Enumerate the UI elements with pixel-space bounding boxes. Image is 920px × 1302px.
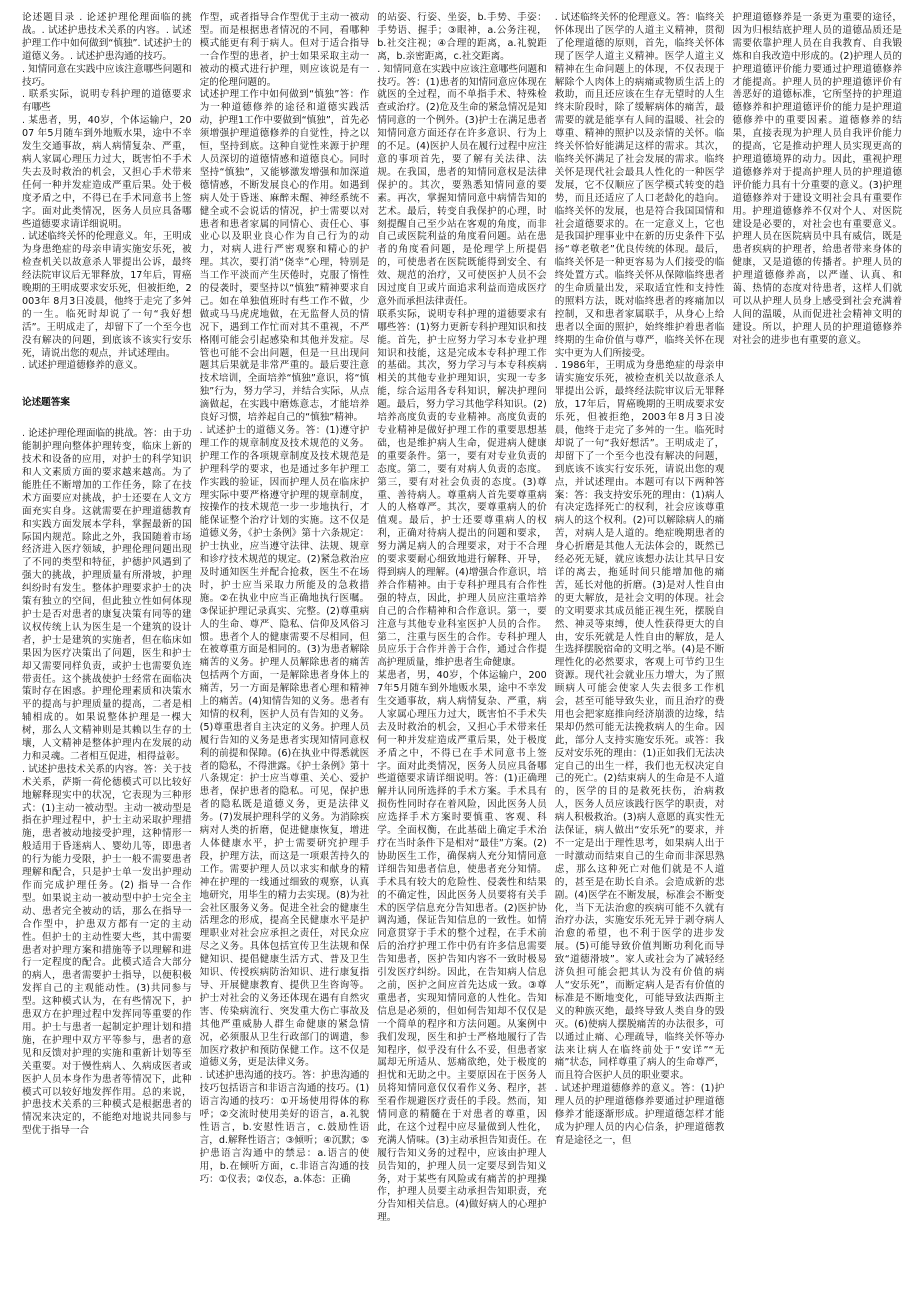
paragraph: . 某患者，男，40岁，个体运输户，2007 年5月随车到外地贩水果，途中不幸发生交通事故，病人病情复杂、严重，病人家属心理压力过大，既害怕不手术失去及时救治的机会，又担心手术带来任何一种并发症造成严重后果。处于极度矛盾之中，不得已在手术同意书上签字。面对此类情况，医务人员应具备哪些道德要求请详细说明。 xyxy=(22,115,192,230)
text-column-3 xyxy=(377,12,547,1292)
paragraph: . 论述护理伦理面临的挑战。答：由于功能制护理向整体护理转变，临床上新的技术和设备的应用，对护士的科学知识和人文素质方面的要求越来越高。为了能胜任不断增加的工作任务，除了在技术方面要应对挑战，护士还要在人文方面充实自身。这就需要在护理道德教育和实践方面发展本学科，掌握最新的国际国内规范。除此之外，我国随着市场经济进入医疗领域，护理伦理问题出现了不同的类型和特征，护德护风遇到了强大的挑战，护理质量有所滑坡，护理纠纷时有发生。整体护理要求护士的决策有独立的空间，但此独立性如何体现护士是否对患者的康复决策有同等的建议权传统上认为医生是一个建筑的设计者，护士是建筑的实施者，但在临床如果因为医疗决策出了问题，医生和护士却又需要同样负责，或护士也需要负连带责任。这个挑战使护士经常在面临决策时存在困惑。护理伦理素质和决策水平的提高与护理质量的提高，二者是相辅相成的。如果说整体护理是一棵大树，那么人文精神则是其赖以生存的土壤，人文精神是整体护理内在发展的动力和灵魂。二者相互促进，相得益彰。 xyxy=(22,428,192,762)
paragraph: . 知情同意在实践中应该注意哪些问题和技巧。答：(1)患者的知情同意应体现在就医的全过程，而不单指手术、特殊检查或治疗。(2)危及生命的紧急情况是知情同意的一个例外。(3)护士在满足患者知情同意方面还存在许多意识、行为上的不足。(4)医护人员在履行过程中应注意的事项首先，要了解有关法律、法规。在我国，患者的知情同意权是法律保护的。其次，要熟悉知情同意的要素。再次，掌握知情同意中病情告知的艺术。最后，转变自我保护的心理，时刻提醒自己至少站在客观的角度，而非自己或医院利益的角度看问题。站在患者的角度看问题，是伦理学上所提倡的，可使患者在医院既能得到安全、有效、规范的治疗，又可使医护人员不会因过度自卫或片面追求利益而造成医疗意外而承担法律责任。 xyxy=(377,63,547,307)
text-column-4 xyxy=(555,12,725,1292)
paragraph: . 试述护理道德修养的意义。答：(1)护理人员的护理道德修养要通过护理道德修养才能逐渐形成。护理道德怎样才能成为护理人员的内心信条，护理道德教育是途径之一，但 xyxy=(554,1083,725,1146)
paragraph: 护理道德修养是一条更为重要的途径，因为归根结底护理人员的道德品质还是需要依靠护理人员在自我教育、自我锻炼和自我改造中形成的。(2)护理人员的护理道德评价能力要通过护理道德修养才能提高。护理人员的护理道德评价有善恶好的道德标准，它所坚持的护理道德修养和护理道德评价的能力是护理道德修养中的重要因素。道德修养的结果，直接表现为护理人员自我评价能力的提高，它是推动护理人员实现更高的护理道德境界的动力。因此，重视护理道德修养对于提高护理人员的护理道德评价能力具有十分重要的意义。(3)护理道德修养对于建设文明社会具有重要作用。护理道德修养不仅对个人、对医院建设是必要的，对社会也有重要意义。护理人员在医院病员中具有威信，既是患者疾病的护理者，给患者带来身体的健康，又是道德的传播者。护理人员的护理道德修养高，以严谨、认真、和蔼、热情的态度对待患者，这样人们就可以从护理人员身上感受到社会充满着人间的温暖，从而促进社会精神文明的建设。所以，护理人员的护理道德修养对社会的进步也有重要的意义。 xyxy=(732,12,902,346)
section-heading: 论述题答案 xyxy=(22,397,70,409)
document-page xyxy=(22,12,902,1292)
text-column-5 xyxy=(732,12,902,1292)
paragraph: . 试述护患沟通的技巧。答：护患沟通的技巧包括语言和非语言沟通的技巧。(1)语言沟通的技巧：①开场使用得体的称呼；②交流时使用美好的语言，a.礼貌性语言，b.安慰性语言，c.鼓励性语言，d.解释性语言；③倾听；④沉默；⑤护患语言沟通中的禁忌：a.语言的使用，b.在倾听方面，c.非语言沟通的技巧：①仪表；②仪态，a.体态：正确 xyxy=(199,1070,370,1185)
paragraph: 作型，或者指导合作型优于主动一被动型。而是根据患者情况的不同，看哪种模式能更有利于病人。但对于适合指导一合作型的患者，护士如果采取主动一被动的模式进行护理，则应该说是有一定的伦理问题的。 xyxy=(199,12,370,88)
paragraph: . 试述临终关怀的伦理意义。答：临终关怀体现出了医学的人道主义精神，贯彻了伦理道德的原则，首先，临终关怀体现了医学人道主义精神。医学人道主义精神在生命问题上的体现，不仅表现于解除个人肉体上的病痛或物质生活上的救助，而且还应该在生存无望时的人生终末阶段时，除了缓解病体的痛苦，最需要的就是能享有人间的温暖、社会的尊重、精神的照护以及亲情的关怀。临终关怀恰好能满足这样的需求。其次，临终关怀满足了社会发展的需求。临终关怀是现代社会最具人性化的一种医学发展，它不仅顺应了医学模式转变的趋势，而且还适应了人口老龄化的趋向。临终关怀的发展，也是符合我国国情和社会道德要求的。在一定意义上，它也是我国护理事业中在新的历史条件下弘扬“尊老敬老”优良传统的体现。最后，临终关怀是一种更容易为人们接受的临终处置方式。临终关怀从保障临终患者的生命质量出发，采取适宜性和支持性的照料方法，既对临终患者的疼痛加以控制，又和患者家属联手，从身心上给患者以全面的照护，始终维护着患者临终期的生命价值与尊严，临终关怀在现实中更为人们所接受。 xyxy=(554,12,725,359)
paragraph: . 1986年，王明成为身患绝症的母亲申请实施安乐死，被检查机关以故意杀人罪提出公诉，最终经法院审议后无罪释放，17年后，胃癌晚期的王明成要求安乐死，但被拒绝，2003年8月3日凌晨，他终于走完了多舛的一生。临死时却说了一句“我好想活”。王明成走了，却留下了一个至今也没有解决的问题，到底该不该实行安乐死，请说出您的观点，并试述理由。本题可有以下两种答案：答：我支持安乐死的理由：(1)病人有决定选择死亡的权利，社会应该尊重病人的这个权利。(2)可以解除病人的痛苦，对病人是人道的。绝症晚期患者的身心折磨是其他人无法体会的，既然已经必死无疑，就应该想办法让其早日安详的离去，拖延时间只能增加他的痛苦，延长对他的折磨。(3)是对人性自由的更大解放，是社会文明的体现。社会的文明要求其成员能正视生死，摆脱自然、神灵等束缚，使人性获得更大的自由，安乐死就是人性自由的解放，是人生选择摆脱宿命的文明之举。(4)是不断理性化的必然要求，客观上可节约卫生资源。现代社会就业压力增大，为了照顾病人可能会使家人失去很多工作机会，甚至可能导致失业，而且治疗的费用也会把家庭推向经济崩溃的边缘，结果却仍然可能无法挽救病人的生命。因此，部分人支持实施安乐死。或答：我反对安乐死的理由：(1)正如我们无法决定自己的出生一样，我们也无权决定自己的死亡。(2)结束病人的生命是不人道的，医学的目的是救死扶伤，治病救人，医务人员应该践行医学的职责，对病人积极救治。(3)病人意愿的真实性无法保证，病人做出“安乐死”的要求，并不一定是出于理性思考，如果病人出于一时激动而结束自己的生命而非深思熟虑，那么这种死亡对他们就是不人道的，甚至是在助长自杀。会造成新的悲剧。(4)医学在不断发展，标准会不断变化，当下无法治愈的疾病可能不久就有治疗办法，实施安乐死无异于剥夺病人治愈的希望，也不利于医学的进步发展。(5)可能导致价值判断功利化而导致“道德滑坡”。家人或社会为了减轻经济负担可能会把其认为没有价值的病人“安乐死”，而断定病人是否有价值的标准是不断地变化，可能导致法西斯主义的种族灭绝，最终导致人类自身的毁灭。(6)使病人摆脱痛苦的办法很多，可以通过止痛、心理疏导，临终关怀等办法来让病人在临终前处于“安详”“无痛”状态，同样尊重了病人的生命尊严，而且符合医护人员的职业要求。 xyxy=(554,360,725,1082)
text-column-1 xyxy=(22,12,192,1292)
paragraph: 联系实际，说明专科护理的道德要求有哪些答：(1)努力更新专科护理知识和技能。首先，护士应努力学习本专业护理知识和技能，这是完成本专科护理工作的基础。其次，努力学习与本专科疾病相关的其他专业护理知识，实现一专多能，综合运用各专科知识，解决护理问题。最后，努力学习其他学科知识。(2)培养高度负责的专业精神。高度负责的专业精神是做好护理工作的重要思想基础，也是维护病人生命，促进病人健康的重要条件。第一，要有对专业负责的态度。第二，要有对病人负责的态度。第三，要有对社会负责的态度。(3)尊重、善待病人。尊重病人首先要尊重病人的人格尊严。其次，要尊重病人的价值观。最后，护士还要尊重病人的权利，正确对待病人提出的问题和要求，努力满足病人的合理要求，对于不合理的要求要耐心细致地进行解释、开导，得到病人的理解。(4)增强合作意识，培养合作精神。由于专科护理具有合作性强的特点，因此，护理人员应注重培养自己的合作精神和合作意识。第一，要注意与其他专业科室医护人员的合作。第二，注重与医生的合作。专科护理人员应乐于合作并善于合作，通过合作提高护理质量，维护患者生命健康。 xyxy=(377,308,547,669)
paragraph: . 试述临终关怀的伦理意义。年，王明成为身患绝症的母亲申请实施安乐死，被检查机关以故意杀人罪提出公诉，最终经法院审议后无罪释放，17年后，胃癌晚期的王明成要求安乐死，但被拒绝，2003年 8月3日凌晨，他终于走完了多舛的一生。临死时却说了一句“我好想活”。王明成走了，却留下了一个至今也没有解决的问题，到底该不该实行安乐死，请说出您的观点，并试述理由。 xyxy=(22,231,192,359)
paragraph: 试述护理工作中如何做到“慎独”答：作为一种道德修养的途径和道德实践活动，护理1工作中要做到“慎独”，首先必须增强护理道德修养的自觉性，持之以恒，坚持到底。这种自觉性来源于护理人员深切的道德情感和道德良心。同时坚持“慎独”，又能够激发增强和加深道德情感，不断发展良心的作用。如遇到病人处于昏迷、麻醉未醒、神经系统不健全或不会说话的情况，护士需要以对患者和患者家属的同情心、责任心、事业心以及职业良心作为自己行为的动力，对病人进行严密观察和精心的护理。其次，要打消“侥幸”心理，特别是当工作平淡而产生厌倦时，克服了惰性的侵袭时，要坚持以“慎独”精神要求自己。如在单独值班时有些工作不做，少做或马马虎虎地做，在无监督人员的情况下，遇到工作忙而对其不重视，不严格刚可能会引起感染和其他并发症。尽管也可能不会出问题，但是一旦出现问题其后果就是非常严重的。最后要注意技术培训，全面培养“慎独”意识，将“慎独”行为，努力学习，并结合实际，从点滴做起，在实践中磨炼意志，才能培养良好习惯，培养起自己的“慎独”精神。 xyxy=(199,89,370,424)
text-column-2 xyxy=(200,12,370,1292)
paragraph: . 知情同意在实践中应该注意哪些问题和技巧。 xyxy=(22,63,192,88)
paragraph: . 联系实际，说明专科护理的道德要求 有哪些 xyxy=(22,89,192,114)
paragraph: . 试述护理道德修养的意义。 xyxy=(22,360,144,372)
paragraph: 某患者，男，40岁，个体运输户，2007年5月随车到外地贩水果，途中不幸发生交通事故，病人病情复杂、严重，病人家属心理压力过大，既害怕不手术失去及时救治的机会，又担心手术带来任何一种并发症造成严重后果，处于极度矛盾之中，不得已在手术同意书上签字。面对此类情况，医务人员应具备哪些道德要求请详细说明。答：(1)正确理解并认同所选择的手术方案。手术具有损伤性同时存在着风险，因此医务人员应选择手术方案时要慎重、客观、科学。全面权衡，在此基础上确定手术治疗在当时条件下是相对“最佳”方案。(2)协助医生工作，确保病人充分知情同意详细告知患者信息，使患者充分知情。手术具有较大的危险性、侵袭性和结果的不确定性，因此医务人员要将有关手术的医学信息充分告知患者。(2)医护协调沟通，保证告知信息的一致性。如情同意贯穿于手术的整个过程，在手术前后的治疗护理工作中仍有许多信息需要告知患者，医护告知内容不一致时极易引发医疗纠纷。因此，在告知病人信息之前，医护之间应首先达成一致。③尊重患者，实现知情同意的人性化。告知信息是必须的，但如何告知却不仅仅是一个简单的程序和方法问题。从案例中我们发现，医生和护士严格地履行了告知程序，似乎没有什么不妥，但患者家属却无所适从、惩痛欲绝，处于极度的担忧和无助之中。主要原因在于医务人员将知情同意仅仅看作义务、程序，甚至看作规避医疗责任的手段。然而，知情同意的精髓在于对患者的尊重，因此，在这个过程中应尽量做到人性化，充满人情味。(3)主动承担告知责任。在履行告知义务的过程中，应该由护理人员告知的，护理人员一定要尽到告知义务，对于某些有风险或有痛苦的护理操作，护理人员要主动承担告知职责，充分告知相关信息。(4)做好病人的心理护理。 xyxy=(377,670,547,1224)
paragraph: . 试述护士的道德义务。答：(1)遵守护理工作的规章制度及技术规范的义务。护理工作的各项规章制度及技术规范是护理科学的要求，也是通过多年护理工作实践的验证，因而护理人员在临床护理实际中要严格遵守护理的规章制度，按操作的技术规范一步一步地执行，才能保证整个治疗计划的实施。这不仅是道德义务，《护士条例》第十六条规定：护士执业，应当遵守法律、法规、规章和诊疗技术规范的规定。(2)紧急救治应及时通知医生并配合抢救，医生不在场时，护士应当采取力所能及的急救措施。②在执业中应当正确地执行医嘱。③保证护理记录真实、完整。(2)尊重病人的生命、尊严、隐私、信仰及风俗习惯。患者个人的健康需要不尽相同，但在被尊重方面是相同的。(3)为患者解除痛苦的义务。护理人员解除患者的痛苦包括两个方面，一是解除患者身体上的痛苦，另一方面是解除患者心理和精神上的痛苦。(4)知情告知的义务。患者有知情的权利，医护人员有告知的义务。(5)尊重患者自主决定的义务。护理人员履行告知的义务是患者实现知情同意权利的前提和保障。(6)在执业中得悉就医者的隐私，不得泄露。《护士条例》第十八条规定：护士应当尊重、关心、爱护患者，保护患者的隐私。可见，保护患者的隐私既是道德义务，更是法律义务。(7)发展护理科学的义务。为消除疾病对人类的折磨，促进健康恢复，增进人体健康水平，护士需要研究护理手段，护理方法，而这是一项艰苦持久的工作。需要护理人员以求实和献身的精神在护理的一线通过细致的观察，认真地研究，用毕生的精力去实现。(8)为社会社区服务义务。促进全社会的健康生活理念的形成，提高全民健康水平是护理职业对社会应承担之责任，对民众应尽之义务。具体包括宣传卫生法规和保健知识、提倡健康生活方式、普及卫生知识、传授疾病防治知识、进行康复指导、开展健康教育、提供卫生咨询等。护士对社会的义务还体现在遇有自然灾害、传染病流行、突发重大伤亡事故及其他严重威胁人群生命健康的紧急情况，必须服从卫生行政部门的调遣，参加医疗救护和预防保健工作。这不仅是道德义务，更是法律义务。 xyxy=(199,425,370,1069)
paragraph: 论述题目录 . 论述护理伦理面临的挑战。. 试述护患技术关系的内容。. 试述护理工作中如何做到“慎独”. 试述护士的道德义务。. 试述护患沟通的技巧。 xyxy=(22,12,192,62)
paragraph: . 试述护患技术关系的内容。答：关于技术关系，萨斯一荷伦德模式可以比较好地解释现实中的状况，它表现为三种形式：(1)主动一被动型。主动一被动型是指在护理过程中，护士主动采取护理措施，患者被动地接受护理，这种情形一般适用于昏迷病人、婴幼儿等，即患者的行为能力受限，护士一般不需要患者理解和配合，只是护士单一发出护理动作而完成护理任务。(2) 指导一合作型。如果说主动一被动型中护士完全主动、患者完全被动的话，那么在指导一合作型中，护患双方都有一定的主动性。但护士的主动性要大些，其中需要患者对护理方案和措施等予以理解和进行一定程度的配合。此模式适合大部分的病人，患者需要护士指导，以便积极发挥自己的主观能动性。(3)共同参与型。这种模式认为，在有些情况下，护患双方在护理过程中发挥同等重要的作用。护士与患者一起制定护理计划和措施，在护理中双方平等参与，患者的意见和反馈对护理的实施和重新计划等至关重要。对于慢性病人、久病成医者或医护人员本身作为患者等情况下，此种模式可以较好地发挥作用。总的来说，护患技术关系的三种模式是根据患者的情况来决定的，不能绝对地说共同参与型优于指导一合 xyxy=(22,763,192,1137)
paragraph: 的站姿、行姿、坐姿，b.手势、手姿：手势语、握手；③眼神，a.公务注视，b.社交注视；④合理的距离，a.礼貌距离，b.亲密距离，c.社交距离。 xyxy=(377,12,547,62)
